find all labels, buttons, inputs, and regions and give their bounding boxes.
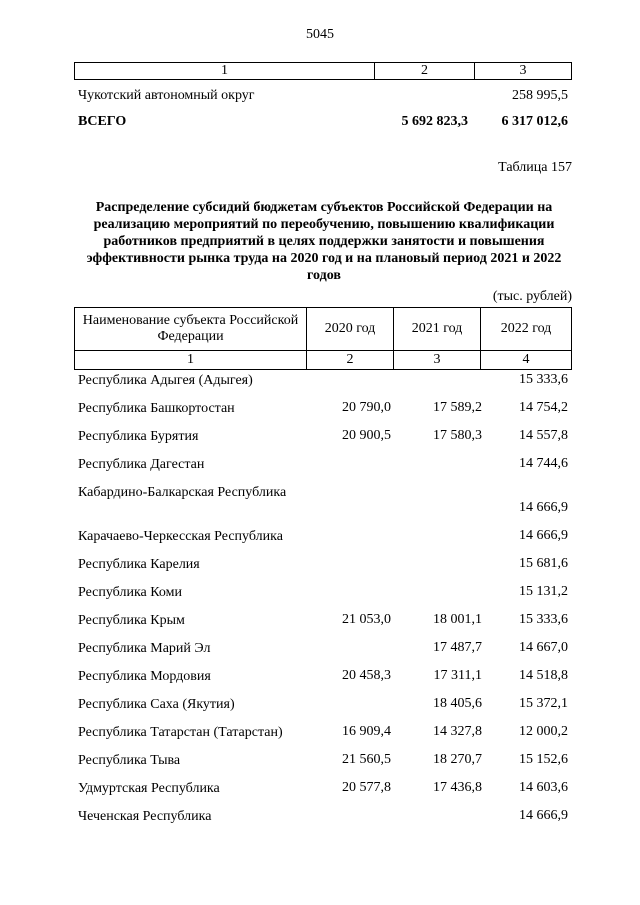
header-2020: 2020 год bbox=[307, 308, 394, 350]
value-2021: 17 580,3 bbox=[433, 428, 482, 443]
region-name: Республика Мордовия bbox=[78, 669, 211, 684]
table-row bbox=[74, 668, 572, 696]
table-label: Таблица 157 bbox=[498, 160, 572, 175]
value-2020: 21 560,5 bbox=[342, 752, 391, 767]
value-2020: 20 458,3 bbox=[342, 668, 391, 683]
value-2022: 15 152,6 bbox=[519, 752, 568, 767]
value-2020: 20 790,0 bbox=[342, 400, 391, 415]
table-row bbox=[74, 724, 572, 752]
region-name: Республика Бурятия bbox=[78, 429, 199, 444]
table-row bbox=[74, 556, 572, 584]
region-name: Республика Башкортостан bbox=[78, 401, 235, 416]
table-row bbox=[74, 584, 572, 612]
value-2022: 14 666,9 bbox=[519, 808, 568, 823]
table-row bbox=[74, 696, 572, 724]
table-row bbox=[74, 612, 572, 640]
table-row bbox=[74, 528, 572, 556]
region-name: Карачаево-Черкесская Республика bbox=[78, 529, 283, 544]
region-name: Республика Марий Эл bbox=[78, 641, 211, 656]
value-2022: 12 000,2 bbox=[519, 724, 568, 739]
table-row bbox=[74, 456, 572, 484]
region-name: Удмуртская Республика bbox=[78, 781, 220, 796]
value-2020: 21 053,0 bbox=[342, 612, 391, 627]
header-number-3: 3 bbox=[394, 351, 481, 369]
value-2022: 14 666,9 bbox=[519, 500, 568, 515]
table-row bbox=[74, 808, 572, 836]
value-2020: 20 577,8 bbox=[342, 780, 391, 795]
total-col2: 5 692 823,3 bbox=[401, 114, 468, 129]
value-2022: 14 744,6 bbox=[519, 456, 568, 471]
region-name: Республика Татарстан (Татарстан) bbox=[78, 725, 283, 740]
header-region-name: Наименование субъекта Российской Федерации bbox=[75, 308, 307, 350]
value-2020: 16 909,4 bbox=[342, 724, 391, 739]
table-row bbox=[74, 640, 572, 668]
header-2022: 2022 год bbox=[500, 321, 552, 336]
value-2021: 18 405,6 bbox=[433, 696, 482, 711]
units-label: (тыс. рублей) bbox=[492, 289, 572, 304]
continuation-row bbox=[74, 88, 572, 108]
value-2022: 14 603,6 bbox=[519, 780, 568, 795]
value-2022: 15 681,6 bbox=[519, 556, 568, 571]
value-2021: 14 327,8 bbox=[433, 724, 482, 739]
table-row bbox=[74, 428, 572, 456]
value-col3: 258 995,5 bbox=[512, 88, 568, 103]
column-number-2: 2 bbox=[375, 63, 475, 79]
column-number-1: 1 bbox=[75, 63, 375, 79]
table-row bbox=[74, 484, 572, 528]
table-row bbox=[74, 400, 572, 428]
table-row bbox=[74, 372, 572, 400]
region-name: Республика Карелия bbox=[78, 557, 200, 572]
page-number: 5045 bbox=[306, 27, 334, 42]
value-2022: 14 518,8 bbox=[519, 668, 568, 683]
region-name: Республика Адыгея (Адыгея) bbox=[78, 373, 253, 388]
value-2022: 15 333,6 bbox=[519, 612, 568, 627]
header-number-4: 4 bbox=[522, 352, 530, 367]
value-2022: 14 666,9 bbox=[519, 528, 568, 543]
value-2022: 14 557,8 bbox=[519, 428, 568, 443]
continuation-table-header bbox=[74, 62, 572, 80]
value-2021: 17 436,8 bbox=[433, 780, 482, 795]
total-row bbox=[74, 114, 572, 134]
region-name: Республика Тыва bbox=[78, 753, 181, 768]
table-row bbox=[74, 780, 572, 808]
region-name: Чеченская Республика bbox=[78, 809, 212, 824]
table-row bbox=[74, 752, 572, 780]
document-title: Распределение субсидий бюджетам субъектов Российской Федерации на реализацию мероприятий по переобучению, повышению квалификации работников предприятий в целях поддержки занятости и повышения эффективности рынка труда на 2020 год и на плановый период 2021 и 2022 годов bbox=[86, 200, 562, 283]
main-table-header bbox=[74, 307, 572, 370]
region-name: Республика Саха (Якутия) bbox=[78, 697, 235, 712]
value-2022: 15 333,6 bbox=[519, 372, 568, 387]
region-name: Республика Крым bbox=[78, 613, 185, 628]
value-2022: 14 667,0 bbox=[519, 640, 568, 655]
column-number-3: 3 bbox=[519, 63, 527, 78]
region-name: Республика Дагестан bbox=[78, 457, 205, 472]
value-2022: 15 131,2 bbox=[519, 584, 568, 599]
region-name: Республика Коми bbox=[78, 585, 182, 600]
value-2022: 15 372,1 bbox=[519, 696, 568, 711]
value-2021: 17 589,2 bbox=[433, 400, 482, 415]
header-2021: 2021 год bbox=[394, 308, 481, 350]
total-col3: 6 317 012,6 bbox=[501, 114, 568, 129]
header-number-1: 1 bbox=[75, 351, 307, 369]
total-label: ВСЕГО bbox=[78, 114, 127, 129]
region-name: Кабардино-Балкарская Республика bbox=[78, 485, 287, 500]
main-table-body bbox=[74, 372, 572, 836]
value-2021: 17 311,1 bbox=[433, 668, 482, 683]
region-name: Чукотский автономный округ bbox=[78, 88, 255, 103]
value-2022: 14 754,2 bbox=[519, 400, 568, 415]
header-number-2: 2 bbox=[307, 351, 394, 369]
value-2021: 18 001,1 bbox=[433, 612, 482, 627]
value-2021: 18 270,7 bbox=[433, 752, 482, 767]
value-2020: 20 900,5 bbox=[342, 428, 391, 443]
value-2021: 17 487,7 bbox=[433, 640, 482, 655]
